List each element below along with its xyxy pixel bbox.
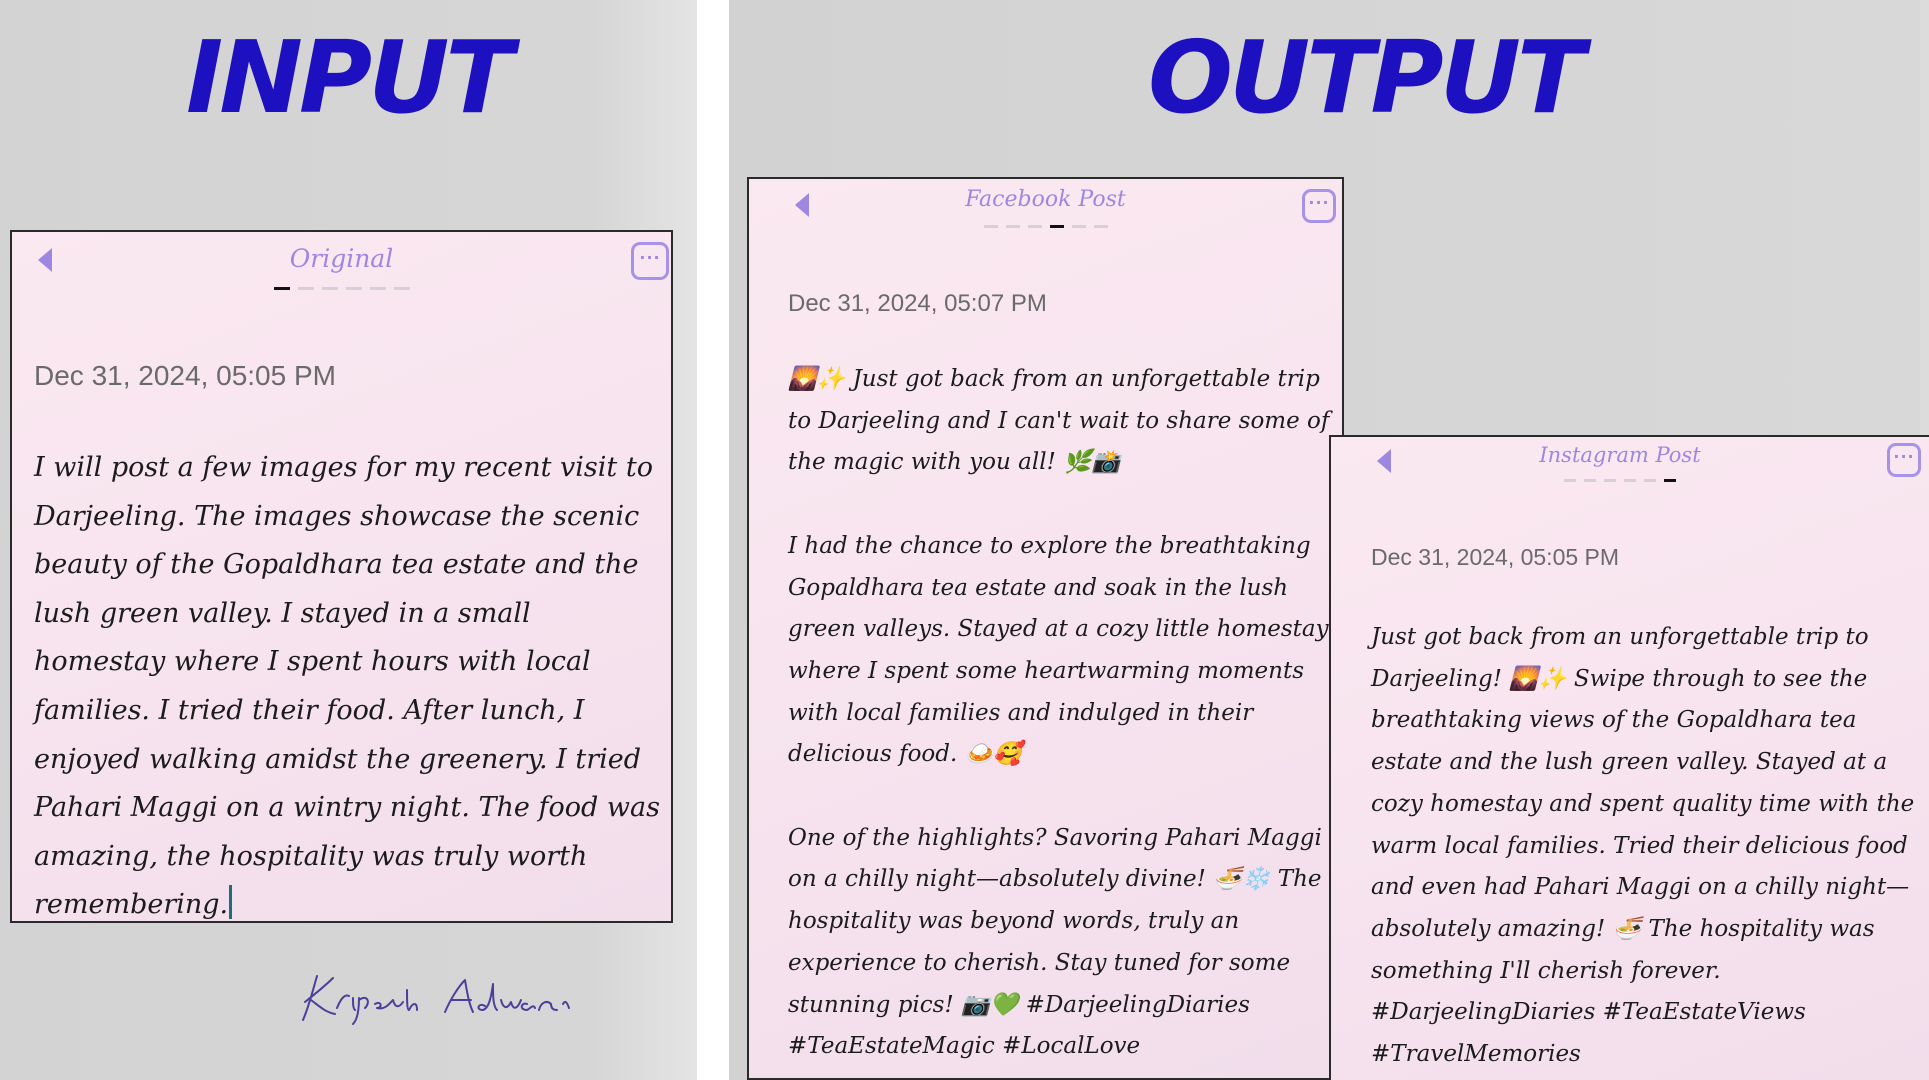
note-timestamp: Dec 31, 2024, 05:07 PM: [788, 290, 1047, 317]
original-note-card: [10, 230, 673, 923]
page-dot[interactable]: [346, 287, 362, 290]
more-options-icon[interactable]: ···: [1887, 443, 1921, 477]
page-indicator: [12, 287, 671, 290]
page-dot[interactable]: [1644, 479, 1656, 482]
note-paragraph: One of the highlights? Savoring Pahari Maggi on a chilly night—absolutely divine! 🍜❄️ The hospitality was beyond words, truly an experience to cherish. Stay tuned for some stunning pics! 📷💚 #DarjeelingDiaries #TeaEstateMagic #LocalLove: [788, 824, 1330, 1060]
card-title: Original: [289, 244, 394, 273]
input-heading: INPUT: [186, 19, 510, 136]
note-paragraph: 🌄✨ Just got back from an unforgettable trip to Darjeeling and I can't wait to share some of the magic with you all! 🌿📸: [788, 366, 1337, 476]
page-dot[interactable]: [984, 225, 998, 228]
note-paragraph: I will post a few images for my recent visit to Darjeeling. The images showcase the scenic beauty of the Gopaldhara tea estate and the lush green valley. I stayed in a small homestay where I spent hours with local families. I tried their food. After lunch, I enjoyed walking amidst the greenery. I tried Pahari Maggi on a wintry night. The food was amazing, the hospitality was truly worth remembering.: [34, 452, 669, 921]
panel-divider: [697, 0, 729, 1080]
card-title: Instagram Post: [1539, 443, 1701, 467]
output-heading: OUTPUT: [1148, 19, 1582, 136]
text-caret: [229, 885, 232, 919]
page-dot[interactable]: [1604, 479, 1616, 482]
note-body-editor[interactable]: [788, 359, 1340, 1068]
note-timestamp: Dec 31, 2024, 05:05 PM: [34, 360, 336, 391]
note-paragraph: I had the chance to explore the breathtaking Gopaldhara tea estate and soak in the lush green valleys. Stayed at a cozy little homestay where I spent some heartwarming moments with local families and indulged in their delicious food. 🍛🥰: [788, 532, 1329, 768]
page-dot[interactable]: [394, 287, 410, 290]
note-body-editor[interactable]: [1371, 617, 1927, 1076]
note-paragraph: Just got back from an unforgettable trip to Darjeeling! 🌄✨ Swipe through to see the breathtaking views of the Gopaldhara tea estate and the lush green valley. Stayed at a cozy homestay and spent quality time with the warm local families. Tried their delicious food and even had Pahari Maggi on a chilly night—absolutely amazing! 🍜 The hospitality was something I'll cherish forever. #DarjeelingDiaries #TeaEstateViews #TravelMemories: [1371, 624, 1922, 1068]
note-paragraph-spacer: [788, 484, 1340, 526]
note-paragraph-spacer: [788, 776, 1340, 818]
card-title: Facebook Post: [965, 187, 1126, 212]
page-dot[interactable]: [1006, 225, 1020, 228]
page-dot[interactable]: [322, 287, 338, 290]
more-options-icon[interactable]: ···: [1302, 189, 1336, 223]
more-options-icon[interactable]: ···: [631, 242, 669, 280]
instagram-post-card: [1329, 435, 1929, 1080]
note-body-editor[interactable]: [34, 444, 669, 930]
page-dot-active[interactable]: [1664, 479, 1676, 482]
page-dot[interactable]: [298, 287, 314, 290]
page-dot[interactable]: [1072, 225, 1086, 228]
facebook-post-card: [747, 177, 1344, 1080]
page-dot[interactable]: [370, 287, 386, 290]
page-indicator: [749, 225, 1342, 228]
page-dot-active[interactable]: [1050, 225, 1064, 228]
handwritten-signature: [295, 968, 595, 1028]
page-dot[interactable]: [1094, 225, 1108, 228]
note-timestamp: Dec 31, 2024, 05:05 PM: [1371, 544, 1620, 570]
page-dot[interactable]: [1564, 479, 1576, 482]
page-dot[interactable]: [1028, 225, 1042, 228]
page-indicator: [1331, 479, 1909, 482]
page-dot[interactable]: [1624, 479, 1636, 482]
page-dot-active[interactable]: [274, 287, 290, 290]
page-dot[interactable]: [1584, 479, 1596, 482]
